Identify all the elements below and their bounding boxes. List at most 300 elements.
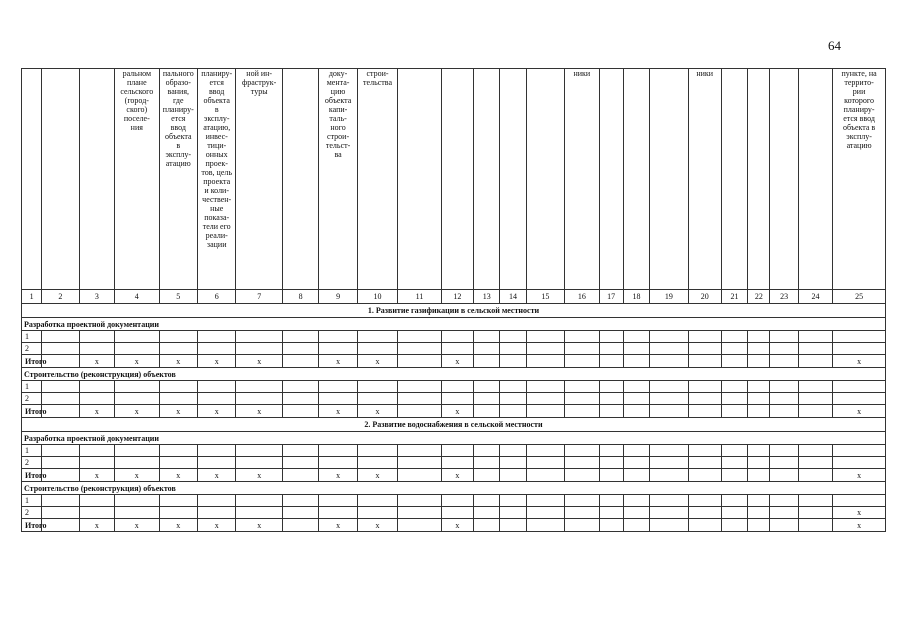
table-cell xyxy=(721,507,747,519)
column-number: 8 xyxy=(282,290,318,304)
header-cell: ральном плане сельского (город- ского) поселе- ния xyxy=(115,69,160,290)
table-cell xyxy=(833,445,886,457)
table-cell xyxy=(798,393,832,405)
total-cell xyxy=(565,405,599,418)
table-cell xyxy=(770,457,798,469)
table-cell xyxy=(526,457,564,469)
total-cell xyxy=(599,355,623,368)
table-cell xyxy=(599,495,623,507)
column-number: 22 xyxy=(748,290,770,304)
table-cell xyxy=(398,331,442,343)
column-number: 9 xyxy=(319,290,357,304)
total-cell: х xyxy=(236,355,283,368)
total-cell xyxy=(721,519,747,532)
table-cell xyxy=(319,381,357,393)
table-cell xyxy=(357,495,397,507)
table-cell xyxy=(357,381,397,393)
table-cell xyxy=(236,457,283,469)
column-number: 24 xyxy=(798,290,832,304)
total-cell: х xyxy=(833,519,886,532)
table-cell xyxy=(721,445,747,457)
total-cell: х xyxy=(197,519,235,532)
table-cell xyxy=(623,343,649,355)
table-cell xyxy=(159,495,197,507)
row-number: 2 xyxy=(22,343,42,355)
table-cell xyxy=(357,445,397,457)
table-cell xyxy=(500,457,526,469)
table-cell xyxy=(197,343,235,355)
table-cell xyxy=(474,445,500,457)
total-cell xyxy=(42,355,79,368)
table-cell xyxy=(650,331,688,343)
table-cell xyxy=(282,393,318,405)
column-number: 16 xyxy=(565,290,599,304)
total-cell xyxy=(623,405,649,418)
table-cell xyxy=(282,457,318,469)
total-cell xyxy=(623,519,649,532)
total-cell xyxy=(623,469,649,482)
table-cell xyxy=(115,331,160,343)
table-cell xyxy=(115,507,160,519)
table-cell xyxy=(42,507,79,519)
total-cell xyxy=(748,519,770,532)
total-cell xyxy=(798,469,832,482)
table-cell xyxy=(721,331,747,343)
table-cell xyxy=(474,331,500,343)
table-cell xyxy=(688,445,721,457)
table-cell xyxy=(721,457,747,469)
column-number: 12 xyxy=(441,290,473,304)
total-cell xyxy=(42,519,79,532)
table-row xyxy=(22,445,886,457)
total-label: Итого xyxy=(22,355,42,368)
table-cell xyxy=(115,495,160,507)
total-cell xyxy=(282,469,318,482)
total-cell xyxy=(599,519,623,532)
column-number: 5 xyxy=(159,290,197,304)
total-cell xyxy=(398,405,442,418)
table-cell xyxy=(500,393,526,405)
table-cell xyxy=(159,507,197,519)
table-cell xyxy=(650,507,688,519)
column-number: 10 xyxy=(357,290,397,304)
table-cell xyxy=(526,445,564,457)
total-cell: х xyxy=(441,519,473,532)
subsection-title: Строительство (реконструкция) объектов xyxy=(22,482,886,495)
table-cell xyxy=(319,457,357,469)
table-cell xyxy=(197,457,235,469)
section-title: 2. Развитие водоснабжения в сельской местности xyxy=(22,418,886,432)
table-cell xyxy=(565,343,599,355)
table-cell xyxy=(319,343,357,355)
table-cell xyxy=(236,393,283,405)
total-cell: х xyxy=(833,405,886,418)
total-cell xyxy=(282,405,318,418)
total-cell xyxy=(688,519,721,532)
table-cell xyxy=(748,343,770,355)
table-cell xyxy=(599,343,623,355)
table-cell xyxy=(770,507,798,519)
table-cell xyxy=(688,457,721,469)
table-cell xyxy=(650,343,688,355)
header-cell xyxy=(22,69,42,290)
table-cell xyxy=(565,445,599,457)
header-cell xyxy=(798,69,832,290)
total-row xyxy=(22,405,886,418)
total-cell xyxy=(565,469,599,482)
table-row xyxy=(22,393,886,405)
table-cell xyxy=(688,331,721,343)
total-cell xyxy=(798,405,832,418)
table-cell xyxy=(599,393,623,405)
total-cell xyxy=(623,355,649,368)
total-cell xyxy=(565,355,599,368)
total-cell xyxy=(770,519,798,532)
column-number: 25 xyxy=(833,290,886,304)
table-cell xyxy=(565,457,599,469)
total-cell: х xyxy=(159,405,197,418)
table-cell xyxy=(441,507,473,519)
table-cell xyxy=(282,445,318,457)
table-cell xyxy=(599,507,623,519)
table-cell xyxy=(159,457,197,469)
header-cell xyxy=(282,69,318,290)
header-cell xyxy=(623,69,649,290)
total-cell xyxy=(500,405,526,418)
total-cell xyxy=(688,355,721,368)
row-number: 2 xyxy=(22,457,42,469)
table-cell xyxy=(748,457,770,469)
total-cell: х xyxy=(115,405,160,418)
column-number-row xyxy=(22,290,886,304)
table-cell xyxy=(159,445,197,457)
total-cell: х xyxy=(236,469,283,482)
table-cell xyxy=(357,457,397,469)
table-cell xyxy=(599,331,623,343)
total-cell xyxy=(42,469,79,482)
table-cell xyxy=(474,343,500,355)
column-number: 23 xyxy=(770,290,798,304)
table-cell xyxy=(42,495,79,507)
total-cell xyxy=(770,405,798,418)
table-cell xyxy=(748,331,770,343)
table-cell xyxy=(357,343,397,355)
column-number: 2 xyxy=(42,290,79,304)
total-cell: х xyxy=(319,469,357,482)
total-cell: х xyxy=(159,469,197,482)
column-number: 4 xyxy=(115,290,160,304)
table-cell xyxy=(770,445,798,457)
total-cell xyxy=(565,519,599,532)
table-cell xyxy=(526,381,564,393)
total-cell xyxy=(398,355,442,368)
total-cell xyxy=(770,355,798,368)
table-cell xyxy=(79,381,114,393)
total-cell xyxy=(42,405,79,418)
header-cell xyxy=(770,69,798,290)
section-title-row xyxy=(22,304,886,318)
total-cell xyxy=(398,519,442,532)
total-cell: х xyxy=(357,469,397,482)
table-cell xyxy=(319,495,357,507)
total-cell xyxy=(282,519,318,532)
table-cell xyxy=(441,495,473,507)
table-cell xyxy=(79,393,114,405)
table-cell xyxy=(282,381,318,393)
total-cell xyxy=(282,355,318,368)
header-cell xyxy=(599,69,623,290)
total-cell xyxy=(474,405,500,418)
total-cell xyxy=(474,519,500,532)
total-cell xyxy=(650,519,688,532)
table-cell xyxy=(159,393,197,405)
total-row xyxy=(22,355,886,368)
total-cell xyxy=(526,519,564,532)
table-cell xyxy=(441,343,473,355)
table-cell xyxy=(748,381,770,393)
total-cell xyxy=(599,469,623,482)
header-cell xyxy=(526,69,564,290)
table-cell xyxy=(526,343,564,355)
total-cell xyxy=(688,405,721,418)
table-cell xyxy=(623,507,649,519)
table-cell xyxy=(319,331,357,343)
table-cell xyxy=(398,393,442,405)
header-cell xyxy=(500,69,526,290)
table-cell xyxy=(474,457,500,469)
table-cell xyxy=(236,495,283,507)
table-cell xyxy=(798,445,832,457)
header-cell xyxy=(398,69,442,290)
table-cell xyxy=(500,445,526,457)
table-cell xyxy=(526,331,564,343)
total-cell: х xyxy=(357,405,397,418)
table-cell xyxy=(721,381,747,393)
table-cell xyxy=(42,381,79,393)
total-cell xyxy=(500,469,526,482)
table-cell xyxy=(319,393,357,405)
table-cell xyxy=(398,507,442,519)
total-cell xyxy=(798,519,832,532)
total-cell xyxy=(500,355,526,368)
table-cell xyxy=(236,331,283,343)
table-cell xyxy=(115,457,160,469)
row-number: 1 xyxy=(22,445,42,457)
total-cell: х xyxy=(441,405,473,418)
total-cell: х xyxy=(197,355,235,368)
total-cell: х xyxy=(159,355,197,368)
total-cell xyxy=(526,355,564,368)
table-cell xyxy=(441,393,473,405)
total-row xyxy=(22,519,886,532)
header-row xyxy=(22,69,886,290)
total-row xyxy=(22,469,886,482)
table-cell xyxy=(650,495,688,507)
total-cell: х xyxy=(319,405,357,418)
header-cell xyxy=(42,69,79,290)
table-cell xyxy=(79,507,114,519)
header-cell: доку- мента- цию объекта капи- таль- ного строи- тельст- ва xyxy=(319,69,357,290)
table-cell xyxy=(42,343,79,355)
data-table xyxy=(21,68,886,532)
table-cell xyxy=(599,445,623,457)
column-number: 20 xyxy=(688,290,721,304)
table-row xyxy=(22,381,886,393)
table-cell xyxy=(282,343,318,355)
table-cell xyxy=(398,495,442,507)
table-cell xyxy=(79,457,114,469)
total-cell: х xyxy=(357,355,397,368)
table-cell xyxy=(688,507,721,519)
table-cell xyxy=(42,457,79,469)
total-cell xyxy=(650,355,688,368)
table-cell xyxy=(236,445,283,457)
total-cell xyxy=(770,469,798,482)
table-cell xyxy=(79,495,114,507)
total-cell xyxy=(748,355,770,368)
subsection-title-row xyxy=(22,432,886,445)
table-cell xyxy=(319,445,357,457)
column-number: 7 xyxy=(236,290,283,304)
table-cell xyxy=(282,507,318,519)
header-cell xyxy=(650,69,688,290)
header-cell xyxy=(79,69,114,290)
total-cell: х xyxy=(441,469,473,482)
column-number: 1 xyxy=(22,290,42,304)
table-cell xyxy=(441,445,473,457)
column-number: 11 xyxy=(398,290,442,304)
total-cell: х xyxy=(115,469,160,482)
header-cell xyxy=(721,69,747,290)
table-cell xyxy=(282,331,318,343)
table-cell xyxy=(236,507,283,519)
table-cell xyxy=(650,393,688,405)
table-cell xyxy=(474,507,500,519)
table-cell xyxy=(770,393,798,405)
table-cell xyxy=(565,393,599,405)
total-cell: х xyxy=(236,519,283,532)
table-cell xyxy=(159,381,197,393)
header-cell: пункте, на террито- рии которого планиру- ется ввод объекта в эксплу- атацию xyxy=(833,69,886,290)
table-cell xyxy=(474,381,500,393)
total-cell: х xyxy=(79,519,114,532)
table-cell xyxy=(770,331,798,343)
table-cell xyxy=(833,343,886,355)
table-cell xyxy=(236,381,283,393)
table-cell xyxy=(357,331,397,343)
table-cell xyxy=(721,393,747,405)
header-cell: ники xyxy=(688,69,721,290)
total-cell xyxy=(721,469,747,482)
table-row xyxy=(22,343,886,355)
table-row xyxy=(22,495,886,507)
total-cell: х xyxy=(159,519,197,532)
total-cell: х xyxy=(79,469,114,482)
table-cell xyxy=(115,393,160,405)
table-cell xyxy=(770,343,798,355)
table-cell xyxy=(441,457,473,469)
column-number: 13 xyxy=(474,290,500,304)
table-cell xyxy=(115,445,160,457)
total-label: Итого xyxy=(22,469,42,482)
table-cell xyxy=(748,445,770,457)
total-cell: х xyxy=(319,355,357,368)
table-cell xyxy=(79,331,114,343)
table-cell xyxy=(623,495,649,507)
table-row xyxy=(22,331,886,343)
table-cell xyxy=(398,343,442,355)
table-cell xyxy=(500,507,526,519)
table-cell xyxy=(115,381,160,393)
column-number: 6 xyxy=(197,290,235,304)
table-cell xyxy=(565,507,599,519)
table-cell xyxy=(197,393,235,405)
total-cell xyxy=(650,405,688,418)
table-cell xyxy=(688,393,721,405)
subsection-title-row xyxy=(22,482,886,495)
column-number: 15 xyxy=(526,290,564,304)
table-cell xyxy=(798,331,832,343)
table-cell xyxy=(565,331,599,343)
table-row xyxy=(22,507,886,519)
total-cell xyxy=(798,355,832,368)
table-cell: х xyxy=(833,507,886,519)
row-number: 1 xyxy=(22,331,42,343)
total-label: Итого xyxy=(22,519,42,532)
table-cell xyxy=(565,495,599,507)
total-cell: х xyxy=(236,405,283,418)
table-cell xyxy=(79,445,114,457)
table-cell xyxy=(748,495,770,507)
table-cell xyxy=(833,381,886,393)
table-cell xyxy=(282,495,318,507)
total-cell: х xyxy=(197,469,235,482)
table-cell xyxy=(623,381,649,393)
table-cell xyxy=(197,331,235,343)
section-title-row xyxy=(22,418,886,432)
row-number: 1 xyxy=(22,381,42,393)
column-number: 14 xyxy=(500,290,526,304)
total-label: Итого xyxy=(22,405,42,418)
table-cell xyxy=(798,495,832,507)
table-cell xyxy=(833,495,886,507)
subsection-title: Разработка проектной документации xyxy=(22,318,886,331)
subsection-title: Строительство (реконструкция) объектов xyxy=(22,368,886,381)
total-cell: х xyxy=(833,469,886,482)
table-cell xyxy=(500,381,526,393)
table-cell xyxy=(833,457,886,469)
table-cell xyxy=(197,445,235,457)
total-cell xyxy=(748,469,770,482)
total-cell xyxy=(748,405,770,418)
table-cell xyxy=(159,331,197,343)
total-cell xyxy=(721,355,747,368)
table-cell xyxy=(500,495,526,507)
table-cell xyxy=(398,445,442,457)
table-cell xyxy=(197,381,235,393)
table-cell xyxy=(42,445,79,457)
table-cell xyxy=(79,343,114,355)
table-cell xyxy=(798,457,832,469)
table-cell xyxy=(398,457,442,469)
total-cell xyxy=(398,469,442,482)
total-cell xyxy=(500,519,526,532)
column-number: 17 xyxy=(599,290,623,304)
table-cell xyxy=(500,331,526,343)
table-cell xyxy=(42,393,79,405)
table-cell xyxy=(474,495,500,507)
row-number: 1 xyxy=(22,495,42,507)
